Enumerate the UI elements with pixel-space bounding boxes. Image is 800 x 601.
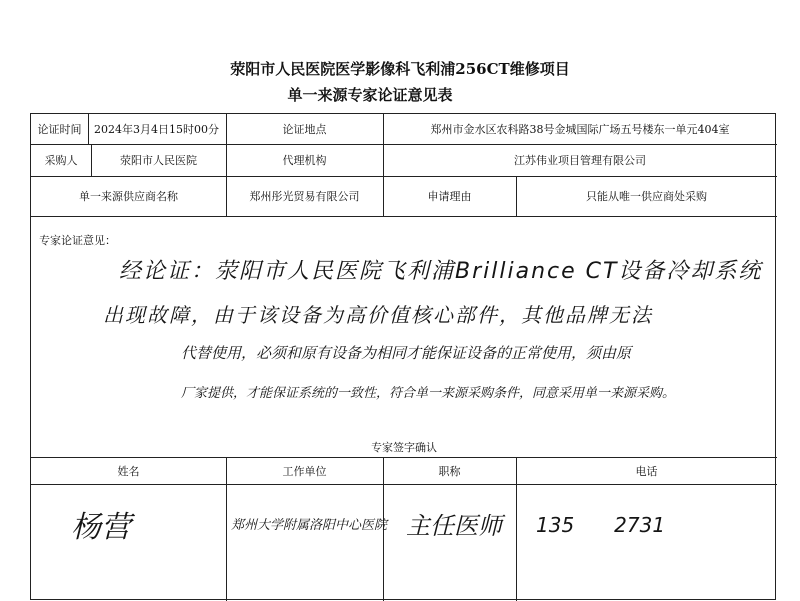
col-divider (88, 114, 89, 144)
expert-signature-confirm-label: 专家签字确认 (371, 441, 437, 454)
header-name: 姓名 (117, 464, 140, 478)
header-title: 职称 (438, 464, 461, 478)
purchaser-label: 采购人 (44, 154, 78, 167)
signature-title: 主任医师 (406, 512, 502, 540)
reason-label: 申请理由 (427, 190, 472, 203)
evaluation-form (30, 113, 776, 600)
signature-phone: 135 2731 (536, 513, 666, 537)
supplier-value: 郑州彤光贸易有限公司 (249, 190, 360, 203)
row-divider (31, 484, 777, 485)
agency-label: 代理机构 (282, 154, 327, 167)
opinion-label: 专家论证意见： (39, 234, 116, 247)
document-subtitle: 单一来源专家论证意见表 (287, 86, 453, 104)
opinion-line: 经论证：荥阳市人民医院飞利浦Brilliance CT设备冷却系统 (119, 259, 763, 284)
header-unit: 工作单位 (282, 464, 327, 478)
time-value: 2024年3月4日15时00分 (94, 123, 219, 136)
supplier-label: 单一来源供应商名称 (79, 190, 178, 203)
time-label: 论证时间 (37, 123, 82, 136)
header-phone: 电话 (635, 464, 658, 478)
signature-unit: 郑州大学附属洛阳中心医院 (231, 518, 388, 533)
place-label: 论证地点 (282, 123, 327, 136)
opinion-line: 代替使用，必须和原有设备为相同才能保证设备的正常使用，须由原 (181, 344, 632, 362)
row-divider (31, 216, 777, 217)
document-title: 荥阳市人民医院医学影像科飞利浦256CT维修项目 (230, 60, 570, 78)
signature-name: 杨营 (71, 510, 131, 545)
agency-value: 江苏伟业项目管理有限公司 (514, 154, 646, 167)
place-value: 郑州市金水区农科路38号金城国际广场五号楼东一单元404室 (430, 123, 730, 136)
opinion-line: 出现故障，由于该设备为高价值核心部件，其他品牌无法 (103, 303, 653, 327)
reason-value: 只能从唯一供应商处采购 (586, 190, 707, 203)
purchaser-value: 荥阳市人民医院 (120, 154, 197, 167)
opinion-line: 厂家提供，才能保证系统的一致性，符合单一来源采购条件，同意采用单一来源采购。 (181, 386, 676, 401)
